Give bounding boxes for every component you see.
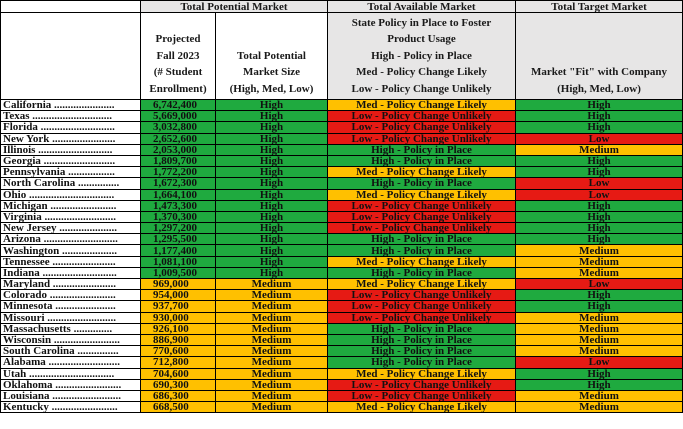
market-size-cell: Medium bbox=[216, 368, 328, 379]
market-size-cell: High bbox=[216, 256, 328, 267]
table-row bbox=[1, 368, 683, 379]
fit-cell: Medium bbox=[516, 346, 683, 357]
policy-header-line: Product Usage bbox=[387, 33, 456, 45]
policy-cell: High - Policy in Place bbox=[328, 346, 516, 357]
policy-cell: High - Policy in Place bbox=[328, 234, 516, 245]
policy-cell: High - Policy in Place bbox=[328, 178, 516, 189]
state-cell: Washington .................... bbox=[1, 245, 141, 256]
market-size-cell: High bbox=[216, 144, 328, 155]
market-size-cell: High bbox=[216, 122, 328, 133]
state-cell: Maryland ....................... bbox=[1, 279, 141, 290]
enrollment-cell: 1,370,300 bbox=[141, 211, 216, 222]
market-size-cell: High bbox=[216, 245, 328, 256]
fit-cell: Low bbox=[516, 133, 683, 144]
market-size-cell: Medium bbox=[216, 379, 328, 390]
table-row bbox=[1, 301, 683, 312]
market-size-cell: High bbox=[216, 167, 328, 178]
fit-header bbox=[516, 13, 683, 100]
enrollment-cell: 1,009,500 bbox=[141, 267, 216, 278]
table-row bbox=[1, 144, 683, 155]
state-cell: Missouri ......................... bbox=[1, 312, 141, 323]
table-row bbox=[1, 223, 683, 234]
enrollment-cell: 1,295,500 bbox=[141, 234, 216, 245]
state-cell: Minnesota ...................... bbox=[1, 301, 141, 312]
group-header-available: Total Available Market bbox=[328, 1, 516, 13]
policy-cell: High - Policy in Place bbox=[328, 357, 516, 368]
table-row bbox=[1, 133, 683, 144]
market-size-cell: High bbox=[216, 234, 328, 245]
table-row bbox=[1, 279, 683, 290]
fit-cell: Low bbox=[516, 178, 683, 189]
policy-cell: Low - Policy Change Unlikely bbox=[328, 133, 516, 144]
fit-cell: Medium bbox=[516, 390, 683, 401]
market-size-cell: High bbox=[216, 211, 328, 222]
market-size-cell: High bbox=[216, 223, 328, 234]
table-row bbox=[1, 312, 683, 323]
policy-cell: High - Policy in Place bbox=[328, 334, 516, 345]
group-header-potential: Total Potential Market bbox=[141, 1, 328, 13]
fit-cell: Medium bbox=[516, 267, 683, 278]
enrollment-cell: 886,900 bbox=[141, 334, 216, 345]
state-cell: Arizona ........................... bbox=[1, 234, 141, 245]
enrollment-cell: 1,809,700 bbox=[141, 155, 216, 166]
table-row bbox=[1, 100, 683, 111]
enrollment-cell: 712,800 bbox=[141, 357, 216, 368]
policy-cell: Low - Policy Change Unlikely bbox=[328, 200, 516, 211]
enrollment-cell: 668,500 bbox=[141, 402, 216, 413]
state-cell: Indiana ........................... bbox=[1, 267, 141, 278]
fit-cell: Medium bbox=[516, 334, 683, 345]
fit-cell: Medium bbox=[516, 245, 683, 256]
enrollment-cell: 1,672,300 bbox=[141, 178, 216, 189]
policy-cell: Low - Policy Change Unlikely bbox=[328, 290, 516, 301]
enrollment-cell: 1,664,100 bbox=[141, 189, 216, 200]
fit-cell: High bbox=[516, 122, 683, 133]
enrollment-header bbox=[141, 13, 216, 100]
enrollment-cell: 2,652,600 bbox=[141, 133, 216, 144]
fit-cell: High bbox=[516, 155, 683, 166]
market-size-cell: Medium bbox=[216, 312, 328, 323]
policy-header bbox=[328, 13, 516, 100]
fit-header-line: Market "Fit" with Company bbox=[531, 66, 667, 78]
fit-cell: High bbox=[516, 290, 683, 301]
policy-cell: Med - Policy Change Likely bbox=[328, 279, 516, 290]
table-row bbox=[1, 200, 683, 211]
group-header-row bbox=[1, 1, 683, 13]
enrollment-cell: 690,300 bbox=[141, 379, 216, 390]
enrollment-cell: 926,100 bbox=[141, 323, 216, 334]
state-header bbox=[1, 13, 141, 100]
column-header-row bbox=[1, 13, 683, 100]
market-size-cell: Medium bbox=[216, 357, 328, 368]
market-size-cell: High bbox=[216, 178, 328, 189]
policy-cell: Med - Policy Change Likely bbox=[328, 368, 516, 379]
table-row bbox=[1, 155, 683, 166]
policy-cell: Med - Policy Change Likely bbox=[328, 256, 516, 267]
enrollment-cell: 1,297,200 bbox=[141, 223, 216, 234]
state-cell: New York ....................... bbox=[1, 133, 141, 144]
enrollment-cell: 704,600 bbox=[141, 368, 216, 379]
fit-cell: High bbox=[516, 167, 683, 178]
table-row bbox=[1, 189, 683, 200]
blank-corner bbox=[1, 1, 141, 13]
policy-cell: Low - Policy Change Unlikely bbox=[328, 390, 516, 401]
fit-cell: Medium bbox=[516, 256, 683, 267]
table-row bbox=[1, 211, 683, 222]
enrollment-cell: 1,081,100 bbox=[141, 256, 216, 267]
market-size-cell: Medium bbox=[216, 402, 328, 413]
table-row bbox=[1, 178, 683, 189]
market-size-cell: Medium bbox=[216, 334, 328, 345]
state-cell: Michigan ........................ bbox=[1, 200, 141, 211]
group-header-target: Total Target Market bbox=[516, 1, 683, 13]
fit-cell: High bbox=[516, 211, 683, 222]
state-cell: Utah ............................... bbox=[1, 368, 141, 379]
policy-cell: Low - Policy Change Unlikely bbox=[328, 301, 516, 312]
enrollment-header-line: Projected bbox=[155, 33, 201, 45]
enrollment-cell: 5,669,000 bbox=[141, 111, 216, 122]
enrollment-cell: 937,700 bbox=[141, 301, 216, 312]
enrollment-cell: 1,177,400 bbox=[141, 245, 216, 256]
market-size-cell: High bbox=[216, 100, 328, 111]
fit-cell: High bbox=[516, 111, 683, 122]
table-row bbox=[1, 256, 683, 267]
market-size-cell: High bbox=[216, 155, 328, 166]
table-row bbox=[1, 267, 683, 278]
state-cell: Virginia .......................... bbox=[1, 211, 141, 222]
market-size-cell: Medium bbox=[216, 279, 328, 290]
fit-cell: High bbox=[516, 100, 683, 111]
table-row bbox=[1, 167, 683, 178]
policy-header-line: Med - Policy Change Likely bbox=[356, 66, 487, 78]
market-size-cell: Medium bbox=[216, 290, 328, 301]
table-row bbox=[1, 402, 683, 413]
enrollment-header-line: Fall 2023 bbox=[156, 49, 200, 62]
table-row bbox=[1, 122, 683, 133]
state-cell: Oklahoma ........................ bbox=[1, 379, 141, 390]
enrollment-header-line: Enrollment) bbox=[149, 82, 207, 95]
state-cell: Illinois ........................... bbox=[1, 144, 141, 155]
fit-cell: Low bbox=[516, 189, 683, 200]
policy-cell: Med - Policy Change Likely bbox=[328, 189, 516, 200]
enrollment-cell: 1,772,200 bbox=[141, 167, 216, 178]
market-size-header-line: Total Potential bbox=[237, 49, 306, 62]
fit-cell: High bbox=[516, 301, 683, 312]
policy-cell: Low - Policy Change Unlikely bbox=[328, 211, 516, 222]
policy-cell: Med - Policy Change Likely bbox=[328, 100, 516, 111]
policy-cell: Low - Policy Change Unlikely bbox=[328, 379, 516, 390]
policy-cell: Low - Policy Change Unlikely bbox=[328, 111, 516, 122]
state-cell: Colorado ........................ bbox=[1, 290, 141, 301]
table-row bbox=[1, 334, 683, 345]
fit-cell: Low bbox=[516, 279, 683, 290]
fit-cell: Medium bbox=[516, 402, 683, 413]
enrollment-cell: 2,053,000 bbox=[141, 144, 216, 155]
table-row bbox=[1, 111, 683, 122]
market-size-cell: Medium bbox=[216, 346, 328, 357]
policy-cell: Med - Policy Change Likely bbox=[328, 402, 516, 413]
enrollment-header-line: (# Student bbox=[153, 66, 203, 78]
fit-cell: Medium bbox=[516, 144, 683, 155]
enrollment-cell: 686,300 bbox=[141, 390, 216, 401]
market-size-header bbox=[216, 13, 328, 100]
policy-cell: High - Policy in Place bbox=[328, 144, 516, 155]
state-cell: North Carolina ............... bbox=[1, 178, 141, 189]
policy-cell: Low - Policy Change Unlikely bbox=[328, 223, 516, 234]
market-size-cell: High bbox=[216, 200, 328, 211]
state-cell: South Carolina ............... bbox=[1, 346, 141, 357]
enrollment-cell: 6,742,400 bbox=[141, 100, 216, 111]
policy-cell: Low - Policy Change Unlikely bbox=[328, 312, 516, 323]
state-cell: New Jersey ..................... bbox=[1, 223, 141, 234]
fit-header-line: (High, Med, Low) bbox=[557, 82, 641, 95]
market-size-cell: High bbox=[216, 189, 328, 200]
market-size-cell: High bbox=[216, 267, 328, 278]
policy-header-line: Low - Policy Change Unlikely bbox=[351, 82, 492, 95]
table-row bbox=[1, 245, 683, 256]
fit-cell: Medium bbox=[516, 312, 683, 323]
market-size-header-line: (High, Med, Low) bbox=[229, 82, 314, 95]
fit-cell: High bbox=[516, 223, 683, 234]
policy-header-line: State Policy in Place to Foster bbox=[351, 16, 492, 29]
state-cell: Louisiana ......................... bbox=[1, 390, 141, 401]
market-size-cell: Medium bbox=[216, 323, 328, 334]
policy-cell: High - Policy in Place bbox=[328, 267, 516, 278]
enrollment-cell: 770,600 bbox=[141, 346, 216, 357]
state-cell: Wisconsin ........................ bbox=[1, 334, 141, 345]
table-row bbox=[1, 357, 683, 368]
fit-cell: High bbox=[516, 200, 683, 211]
enrollment-cell: 3,032,800 bbox=[141, 122, 216, 133]
policy-header-line: High - Policy in Place bbox=[371, 49, 472, 62]
market-size-cell: High bbox=[216, 111, 328, 122]
table-row bbox=[1, 323, 683, 334]
policy-cell: High - Policy in Place bbox=[328, 155, 516, 166]
enrollment-cell: 1,473,300 bbox=[141, 200, 216, 211]
state-cell: Ohio ............................... bbox=[1, 189, 141, 200]
state-cell: Massachusetts .............. bbox=[1, 323, 141, 334]
enrollment-cell: 954,000 bbox=[141, 290, 216, 301]
market-size-cell: Medium bbox=[216, 301, 328, 312]
state-cell: Pennsylvania ................. bbox=[1, 167, 141, 178]
state-cell: California ...................... bbox=[1, 100, 141, 111]
state-cell: Kentucky ........................ bbox=[1, 402, 141, 413]
state-cell: Texas ............................. bbox=[1, 111, 141, 122]
market-size-header-line: Market Size bbox=[242, 66, 301, 78]
policy-cell: High - Policy in Place bbox=[328, 323, 516, 334]
market-size-cell: Medium bbox=[216, 390, 328, 401]
table-row bbox=[1, 390, 683, 401]
enrollment-cell: 930,000 bbox=[141, 312, 216, 323]
table-row bbox=[1, 379, 683, 390]
state-cell: Georgia .......................... bbox=[1, 155, 141, 166]
fit-cell: High bbox=[516, 379, 683, 390]
policy-cell: High - Policy in Place bbox=[328, 245, 516, 256]
state-cell: Tennessee ....................... bbox=[1, 256, 141, 267]
table-body bbox=[1, 100, 683, 413]
enrollment-cell: 969,000 bbox=[141, 279, 216, 290]
policy-cell: Med - Policy Change Likely bbox=[328, 167, 516, 178]
fit-cell: High bbox=[516, 234, 683, 245]
fit-cell: Low bbox=[516, 357, 683, 368]
market-size-cell: High bbox=[216, 133, 328, 144]
table-row bbox=[1, 234, 683, 245]
fit-cell: Medium bbox=[516, 323, 683, 334]
table-row bbox=[1, 346, 683, 357]
state-cell: Florida ........................... bbox=[1, 122, 141, 133]
state-cell: Alabama .......................... bbox=[1, 357, 141, 368]
policy-cell: Low - Policy Change Unlikely bbox=[328, 122, 516, 133]
table-row bbox=[1, 290, 683, 301]
fit-cell: High bbox=[516, 368, 683, 379]
